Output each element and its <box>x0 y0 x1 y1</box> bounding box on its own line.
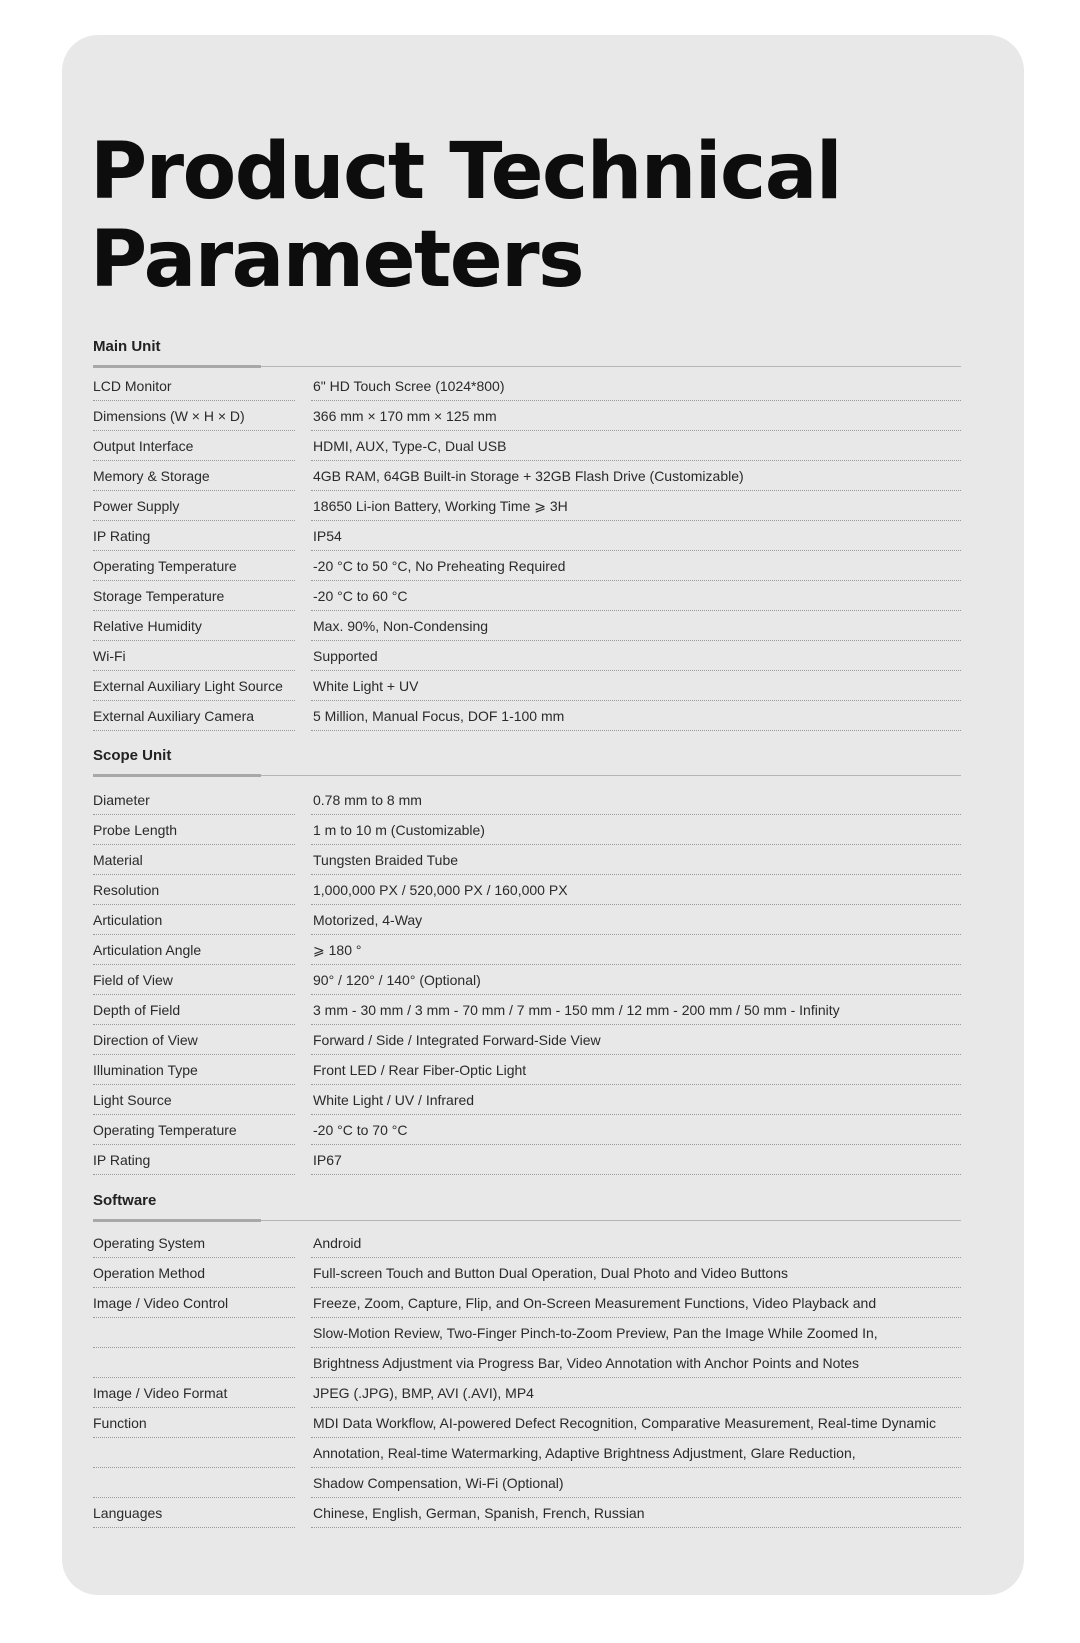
spec-value: 5 Million, Manual Focus, DOF 1-100 mm <box>313 708 565 724</box>
spec-label-dotted-line <box>93 964 295 965</box>
spec-value-dotted-line <box>311 1467 961 1468</box>
spec-row <box>93 1410 961 1440</box>
spec-label-dotted-line <box>93 1174 295 1175</box>
spec-row <box>93 1057 961 1087</box>
spec-label-dotted-line <box>93 400 295 401</box>
spec-row <box>93 967 961 997</box>
spec-row <box>93 1470 961 1500</box>
spec-row <box>93 817 961 847</box>
spec-value-dotted-line <box>311 520 961 521</box>
spec-row <box>93 1350 961 1380</box>
spec-row <box>93 1230 961 1260</box>
spec-row <box>93 997 961 1027</box>
spec-label-dotted-line <box>93 1257 295 1258</box>
main-unit-spec-table <box>93 373 961 733</box>
spec-label: Power Supply <box>93 498 180 514</box>
section-label: Main Unit <box>93 338 161 355</box>
spec-label: Memory & Storage <box>93 468 210 484</box>
spec-row <box>93 847 961 877</box>
spec-label-dotted-line <box>93 610 295 611</box>
spec-label: Operating Temperature <box>93 1122 237 1138</box>
spec-label-dotted-line <box>93 934 295 935</box>
spec-label: Resolution <box>93 882 160 898</box>
spec-label-dotted-line <box>93 1407 295 1408</box>
spec-label: Image / Video Control <box>93 1295 229 1311</box>
spec-label-dotted-line <box>93 1437 295 1438</box>
spec-label: Operation Method <box>93 1265 206 1281</box>
spec-label: Operating Temperature <box>93 558 237 574</box>
spec-label-dotted-line <box>93 1497 295 1498</box>
page-title-line-2: Parameters <box>90 215 584 305</box>
spec-value-dotted-line <box>311 1257 961 1258</box>
spec-value: Shadow Compensation, Wi-Fi (Optional) <box>313 1475 564 1491</box>
spec-value-dotted-line <box>311 934 961 935</box>
spec-value-dotted-line <box>311 1174 961 1175</box>
spec-row <box>93 463 961 493</box>
spec-value: IP54 <box>313 528 342 544</box>
spec-label: Wi-Fi <box>93 648 126 664</box>
spec-value: Full-screen Touch and Button Dual Operation, Dual Photo and Video Buttons <box>313 1265 789 1281</box>
spec-label-dotted-line <box>93 1287 295 1288</box>
spec-label-dotted-line <box>93 730 295 731</box>
spec-row <box>93 613 961 643</box>
spec-value-dotted-line <box>311 550 961 551</box>
spec-value-dotted-line <box>311 1054 961 1055</box>
spec-label: Image / Video Format <box>93 1385 228 1401</box>
spec-row <box>93 553 961 583</box>
spec-value: Forward / Side / Integrated Forward-Side View <box>313 1032 601 1048</box>
spec-value: 4GB RAM, 64GB Built-in Storage + 32GB Flash Drive (Customizable) <box>313 468 744 484</box>
spec-label-dotted-line <box>93 640 295 641</box>
spec-value: 366 mm × 170 mm × 125 mm <box>313 408 497 424</box>
spec-value: 1,000,000 PX / 520,000 PX / 160,000 PX <box>313 882 568 898</box>
spec-value: Max. 90%, Non-Condensing <box>313 618 489 634</box>
spec-label: Output Interface <box>93 438 194 454</box>
spec-value-dotted-line <box>311 1084 961 1085</box>
spec-value-dotted-line <box>311 730 961 731</box>
section-label: Scope Unit <box>93 747 172 764</box>
spec-value: Front LED / Rear Fiber-Optic Light <box>313 1062 527 1078</box>
spec-value: 1 m to 10 m (Customizable) <box>313 822 485 838</box>
spec-value-dotted-line <box>311 580 961 581</box>
spec-label: Operating System <box>93 1235 206 1251</box>
spec-value: White Light / UV / Infrared <box>313 1092 475 1108</box>
spec-value-dotted-line <box>311 814 961 815</box>
spec-value-dotted-line <box>311 490 961 491</box>
spec-label-dotted-line <box>93 1317 295 1318</box>
spec-row <box>93 373 961 403</box>
section-divider-accent <box>93 1219 261 1222</box>
spec-label-dotted-line <box>93 430 295 431</box>
spec-row <box>93 787 961 817</box>
spec-value: Motorized, 4-Way <box>313 912 423 928</box>
page-title-line-1: Product Technical <box>90 127 842 217</box>
spec-value-dotted-line <box>311 460 961 461</box>
spec-row <box>93 403 961 433</box>
spec-label-dotted-line <box>93 1114 295 1115</box>
spec-label-dotted-line <box>93 1347 295 1348</box>
spec-label-dotted-line <box>93 1054 295 1055</box>
spec-value-dotted-line <box>311 1437 961 1438</box>
spec-label-dotted-line <box>93 1024 295 1025</box>
spec-value: -20 °C to 70 °C <box>313 1122 408 1138</box>
spec-label-dotted-line <box>93 580 295 581</box>
spec-value: MDI Data Workflow, AI-powered Defect Recognition, Comparative Measurement, Real-time Dynamic <box>313 1415 936 1431</box>
spec-label-dotted-line <box>93 994 295 995</box>
spec-label-dotted-line <box>93 1144 295 1145</box>
spec-value: Android <box>313 1235 362 1251</box>
spec-row <box>93 493 961 523</box>
spec-row <box>93 1147 961 1177</box>
spec-row <box>93 1087 961 1117</box>
spec-label-dotted-line <box>93 460 295 461</box>
spec-row <box>93 937 961 967</box>
spec-row <box>93 1320 961 1350</box>
spec-label-dotted-line <box>93 1377 295 1378</box>
spec-label: IP Rating <box>93 528 151 544</box>
spec-row <box>93 673 961 703</box>
spec-label: Illumination Type <box>93 1062 198 1078</box>
spec-row <box>93 1117 961 1147</box>
spec-row <box>93 703 961 733</box>
spec-value-dotted-line <box>311 610 961 611</box>
spec-label: Depth of Field <box>93 1002 181 1018</box>
spec-row <box>93 523 961 553</box>
spec-value-dotted-line <box>311 994 961 995</box>
spec-label: Languages <box>93 1505 163 1521</box>
spec-label-dotted-line <box>93 1527 295 1528</box>
spec-value-dotted-line <box>311 1407 961 1408</box>
spec-row <box>93 1027 961 1057</box>
spec-row <box>93 1290 961 1320</box>
spec-value-dotted-line <box>311 1527 961 1528</box>
spec-label: Relative Humidity <box>93 618 202 634</box>
spec-label: Function <box>93 1415 147 1431</box>
spec-value: Chinese, English, German, Spanish, French, Russian <box>313 1505 645 1521</box>
spec-label-dotted-line <box>93 550 295 551</box>
scope-unit-spec-table <box>93 787 961 1177</box>
spec-row <box>93 1500 961 1530</box>
spec-value-dotted-line <box>311 1114 961 1115</box>
spec-label: Field of View <box>93 972 173 988</box>
spec-value-dotted-line <box>311 430 961 431</box>
spec-row <box>93 583 961 613</box>
section-divider-accent <box>93 774 261 777</box>
spec-label: Probe Length <box>93 822 178 838</box>
spec-label-dotted-line <box>93 904 295 905</box>
spec-value-dotted-line <box>311 904 961 905</box>
spec-label: Light Source <box>93 1092 172 1108</box>
spec-value-dotted-line <box>311 1317 961 1318</box>
spec-value-dotted-line <box>311 1347 961 1348</box>
spec-value: ⩾ 180 ° <box>313 942 362 958</box>
spec-value: White Light + UV <box>313 678 419 694</box>
spec-value: HDMI, AUX, Type-C, Dual USB <box>313 438 507 454</box>
spec-label-dotted-line <box>93 700 295 701</box>
section-heading-main-unit <box>93 336 961 364</box>
spec-value: Freeze, Zoom, Capture, Flip, and On-Screen Measurement Functions, Video Playback and <box>313 1295 877 1311</box>
spec-value-dotted-line <box>311 640 961 641</box>
spec-value: JPEG (.JPG), BMP, AVI (.AVI), MP4 <box>313 1385 534 1401</box>
spec-label: External Auxiliary Camera <box>93 708 255 724</box>
spec-value-dotted-line <box>311 1377 961 1378</box>
spec-label: Diameter <box>93 792 150 808</box>
spec-label: Storage Temperature <box>93 588 225 604</box>
spec-value-dotted-line <box>311 700 961 701</box>
spec-value-dotted-line <box>311 874 961 875</box>
spec-value: 0.78 mm to 8 mm <box>313 792 422 808</box>
software-spec-table <box>93 1230 961 1530</box>
spec-value: 6" HD Touch Scree (1024*800) <box>313 378 505 394</box>
spec-value: -20 °C to 50 °C, No Preheating Required <box>313 558 566 574</box>
spec-value-dotted-line <box>311 670 961 671</box>
spec-label-dotted-line <box>93 520 295 521</box>
spec-value: Annotation, Real-time Watermarking, Adaptive Brightness Adjustment, Glare Reduction, <box>313 1445 856 1461</box>
spec-value-dotted-line <box>311 400 961 401</box>
spec-value: 3 mm - 30 mm / 3 mm - 70 mm / 7 mm - 150 mm / 12 mm - 200 mm / 50 mm - Infinity <box>313 1002 840 1018</box>
spec-label: Dimensions (W × H × D) <box>93 408 245 424</box>
spec-label: Direction of View <box>93 1032 198 1048</box>
spec-value: Slow-Motion Review, Two-Finger Pinch-to-Zoom Preview, Pan the Image While Zoomed In, <box>313 1325 878 1341</box>
spec-label-dotted-line <box>93 670 295 671</box>
spec-label: LCD Monitor <box>93 378 172 394</box>
spec-row <box>93 877 961 907</box>
spec-label: Articulation Angle <box>93 942 202 958</box>
spec-label-dotted-line <box>93 874 295 875</box>
spec-value: Tungsten Braided Tube <box>313 852 459 868</box>
spec-row <box>93 1380 961 1410</box>
section-heading-scope-unit <box>93 745 961 773</box>
section-label: Software <box>93 1192 157 1209</box>
spec-value-dotted-line <box>311 1287 961 1288</box>
spec-value: IP67 <box>313 1152 342 1168</box>
spec-row <box>93 643 961 673</box>
spec-value: 90° / 120° / 140° (Optional) <box>313 972 481 988</box>
spec-label: IP Rating <box>93 1152 151 1168</box>
spec-label-dotted-line <box>93 844 295 845</box>
spec-row <box>93 1440 961 1470</box>
spec-value-dotted-line <box>311 1024 961 1025</box>
spec-row <box>93 1260 961 1290</box>
spec-value-dotted-line <box>311 844 961 845</box>
spec-label: External Auxiliary Light Source <box>93 678 283 694</box>
spec-value-dotted-line <box>311 1144 961 1145</box>
spec-label-dotted-line <box>93 814 295 815</box>
spec-label-dotted-line <box>93 1467 295 1468</box>
section-divider-accent <box>93 365 261 368</box>
page-title <box>90 128 841 304</box>
spec-label: Articulation <box>93 912 163 928</box>
section-heading-software <box>93 1190 961 1218</box>
spec-value-dotted-line <box>311 964 961 965</box>
spec-row <box>93 907 961 937</box>
spec-value: -20 °C to 60 °C <box>313 588 408 604</box>
spec-label: Material <box>93 852 143 868</box>
spec-value-dotted-line <box>311 1497 961 1498</box>
spec-value: Supported <box>313 648 378 664</box>
spec-row <box>93 433 961 463</box>
spec-label-dotted-line <box>93 490 295 491</box>
spec-value: Brightness Adjustment via Progress Bar, Video Annotation with Anchor Points and Notes <box>313 1355 860 1371</box>
spec-label-dotted-line <box>93 1084 295 1085</box>
spec-value: 18650 Li-ion Battery, Working Time ⩾ 3H <box>313 498 568 514</box>
